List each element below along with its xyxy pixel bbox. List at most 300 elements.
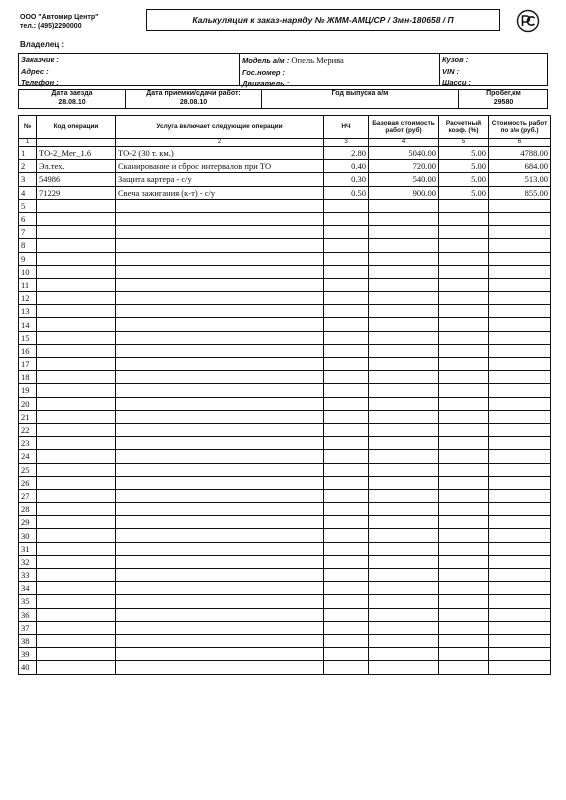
empty-cell: [439, 331, 489, 344]
empty-cell: [439, 292, 489, 305]
empty-cell: [439, 542, 489, 555]
empty-cell: [489, 582, 551, 595]
coefficient: 5.00: [439, 173, 489, 186]
empty-cell: [439, 503, 489, 516]
empty-cell: [369, 661, 439, 674]
empty-cell: [369, 437, 439, 450]
row-number: 37: [19, 621, 37, 634]
total-cost: 684.00: [489, 160, 551, 173]
coefficient: 5.00: [439, 186, 489, 199]
empty-cell: [439, 569, 489, 582]
row-number: 19: [19, 384, 37, 397]
row-number: 6: [19, 212, 37, 225]
company-name: ООО "Автомир Центр": [20, 14, 99, 21]
empty-cell: [439, 239, 489, 252]
vehicle-column: [240, 54, 440, 88]
coefficient: 5.00: [439, 160, 489, 173]
empty-cell: [369, 582, 439, 595]
empty-cell: [369, 239, 439, 252]
row-number: 38: [19, 634, 37, 647]
empty-cell: [116, 582, 324, 595]
empty-cell: [324, 344, 369, 357]
empty-cell: [37, 305, 116, 318]
accept-value: 28.08.10: [179, 98, 208, 106]
operation-code: 54986: [37, 173, 116, 186]
empty-cell: [116, 621, 324, 634]
row-number: 40: [19, 661, 37, 674]
empty-cell: [37, 595, 116, 608]
service-description: ТО-2 (30 т. км.): [116, 147, 324, 160]
table-row: [19, 582, 551, 595]
mileage-cell: [459, 90, 548, 108]
row-number: 4: [19, 186, 37, 199]
empty-cell: [116, 344, 324, 357]
empty-cell: [439, 648, 489, 661]
table-row: [19, 239, 551, 252]
row-number: 2: [19, 160, 37, 173]
empty-cell: [369, 305, 439, 318]
model-label: Модель а/м :: [242, 56, 290, 65]
row-number: 33: [19, 569, 37, 582]
empty-cell: [369, 463, 439, 476]
empty-cell: [489, 516, 551, 529]
empty-cell: [439, 199, 489, 212]
empty-cell: [116, 542, 324, 555]
empty-cell: [489, 437, 551, 450]
empty-cell: [369, 212, 439, 225]
empty-cell: [37, 529, 116, 542]
empty-cell: [439, 595, 489, 608]
empty-cell: [324, 199, 369, 212]
arrival-label: Дата заезда: [51, 90, 93, 97]
year-cell: [262, 90, 458, 108]
empty-cell: [116, 278, 324, 291]
row-number: 8: [19, 239, 37, 252]
base-cost: 900.00: [369, 186, 439, 199]
empty-cell: [116, 252, 324, 265]
empty-cell: [369, 608, 439, 621]
empty-cell: [324, 226, 369, 239]
row-number: 3: [19, 173, 37, 186]
empty-cell: [489, 331, 551, 344]
empty-cell: [369, 529, 439, 542]
empty-cell: [489, 212, 551, 225]
table-row: [19, 252, 551, 265]
empty-cell: [37, 582, 116, 595]
table-row: [19, 608, 551, 621]
empty-cell: [439, 582, 489, 595]
empty-cell: [369, 331, 439, 344]
empty-cell: [489, 252, 551, 265]
empty-cell: [37, 503, 116, 516]
empty-cell: [324, 292, 369, 305]
table-row: [19, 634, 551, 647]
empty-cell: [37, 423, 116, 436]
empty-cell: [439, 358, 489, 371]
empty-cell: [324, 634, 369, 647]
empty-cell: [489, 305, 551, 318]
table-row: [19, 542, 551, 555]
empty-cell: [37, 239, 116, 252]
empty-cell: [369, 344, 439, 357]
row-number: 27: [19, 489, 37, 502]
empty-cell: [116, 555, 324, 568]
empty-cell: [369, 555, 439, 568]
table-row: [19, 621, 551, 634]
table-row: [19, 595, 551, 608]
empty-cell: [37, 410, 116, 423]
empty-cell: [37, 437, 116, 450]
empty-cell: [369, 503, 439, 516]
empty-cell: [116, 595, 324, 608]
empty-cell: [324, 358, 369, 371]
empty-cell: [324, 397, 369, 410]
empty-cell: [439, 516, 489, 529]
empty-cell: [116, 476, 324, 489]
empty-cell: [489, 450, 551, 463]
row-number: 13: [19, 305, 37, 318]
mileage-value: 29580: [493, 98, 514, 106]
norm-hours: 2.80: [324, 147, 369, 160]
header-cell: НЧ: [324, 116, 369, 139]
empty-cell: [324, 305, 369, 318]
empty-cell: [489, 621, 551, 634]
empty-cell: [489, 542, 551, 555]
empty-cell: [116, 661, 324, 674]
row-number: 24: [19, 450, 37, 463]
row-number: 14: [19, 318, 37, 331]
table-row: [19, 212, 551, 225]
empty-cell: [324, 384, 369, 397]
empty-cell: [369, 423, 439, 436]
empty-cell: [37, 489, 116, 502]
base-cost: 540.00: [369, 173, 439, 186]
index-row: [19, 139, 551, 147]
table-row: [19, 648, 551, 661]
empty-cell: [439, 476, 489, 489]
service-description: Свеча зажигания (к-т) - с/у: [116, 186, 324, 199]
model-field: [240, 54, 440, 67]
empty-cell: [37, 371, 116, 384]
total-cost: 855.00: [489, 186, 551, 199]
table-row: [19, 489, 551, 502]
empty-cell: [439, 634, 489, 647]
operations-table: [18, 115, 551, 675]
empty-cell: [116, 648, 324, 661]
norm-hours: 0.50: [324, 186, 369, 199]
empty-cell: [37, 358, 116, 371]
table-row: [19, 147, 551, 160]
empty-cell: [116, 318, 324, 331]
empty-cell: [439, 371, 489, 384]
empty-cell: [439, 555, 489, 568]
table-row: [19, 529, 551, 542]
empty-cell: [37, 384, 116, 397]
table-row: [19, 199, 551, 212]
row-number: 34: [19, 582, 37, 595]
row-number: 12: [19, 292, 37, 305]
chassis-label: Шасси :: [442, 78, 472, 87]
empty-cell: [489, 226, 551, 239]
table-row: [19, 305, 551, 318]
empty-cell: [489, 384, 551, 397]
empty-cell: [116, 503, 324, 516]
header-cell: Стоимость работ по з/н (руб.): [489, 116, 551, 139]
empty-cell: [116, 410, 324, 423]
empty-cell: [37, 476, 116, 489]
empty-cell: [369, 634, 439, 647]
index-cell: 1: [19, 139, 37, 147]
mileage-label: Пробег,км: [486, 90, 521, 97]
empty-cell: [324, 595, 369, 608]
company-phone: тел.: (495)2290000: [20, 23, 82, 30]
arrival-value: 28.08.10: [58, 98, 86, 106]
table-row: [19, 331, 551, 344]
header-cell: Услуга включает следующие операции: [116, 116, 324, 139]
total-cost: 513.00: [489, 173, 551, 186]
empty-cell: [489, 529, 551, 542]
empty-cell: [116, 463, 324, 476]
empty-cell: [37, 542, 116, 555]
empty-cell: [489, 278, 551, 291]
empty-cell: [439, 529, 489, 542]
empty-cell: [369, 252, 439, 265]
empty-cell: [324, 648, 369, 661]
table-row: [19, 555, 551, 568]
empty-cell: [369, 265, 439, 278]
empty-cell: [116, 265, 324, 278]
index-cell: 4: [369, 139, 439, 147]
empty-cell: [489, 569, 551, 582]
empty-cell: [489, 489, 551, 502]
empty-cell: [369, 621, 439, 634]
table-row: [19, 397, 551, 410]
empty-cell: [439, 437, 489, 450]
empty-cell: [369, 278, 439, 291]
operation-code: 71229: [37, 186, 116, 199]
empty-cell: [116, 358, 324, 371]
index-cell: 6: [489, 139, 551, 147]
empty-cell: [324, 489, 369, 502]
row-number: 22: [19, 423, 37, 436]
index-cell: [37, 139, 116, 147]
empty-cell: [369, 516, 439, 529]
table-row: [19, 463, 551, 476]
empty-cell: [439, 265, 489, 278]
empty-cell: [116, 199, 324, 212]
empty-cell: [489, 608, 551, 621]
empty-cell: [116, 371, 324, 384]
empty-cell: [324, 423, 369, 436]
empty-cell: [116, 384, 324, 397]
empty-cell: [439, 661, 489, 674]
empty-cell: [37, 463, 116, 476]
norm-hours: 0.30: [324, 173, 369, 186]
empty-cell: [324, 212, 369, 225]
header-cell: Код операции: [37, 116, 116, 139]
table-row: [19, 503, 551, 516]
row-number: 10: [19, 265, 37, 278]
year-label: Год выпуска а/м: [331, 90, 389, 97]
empty-cell: [439, 489, 489, 502]
table-row: [19, 226, 551, 239]
client-vehicle-info: [18, 53, 548, 86]
empty-cell: [489, 463, 551, 476]
table-row: [19, 410, 551, 423]
empty-cell: [116, 226, 324, 239]
empty-cell: [489, 555, 551, 568]
empty-cell: [37, 278, 116, 291]
index-cell: 2: [116, 139, 324, 147]
engine-label: Двигатель :: [242, 79, 290, 88]
empty-cell: [369, 476, 439, 489]
empty-cell: [439, 252, 489, 265]
empty-cell: [324, 476, 369, 489]
empty-cell: [37, 621, 116, 634]
document-title: Калькуляция к заказ-наряду № ЖММ-АМЦ/СР / Змн-180658 / П: [146, 9, 500, 31]
empty-cell: [369, 648, 439, 661]
empty-cell: [37, 318, 116, 331]
empty-cell: [324, 569, 369, 582]
empty-cell: [37, 555, 116, 568]
service-description: Сканирование и сброс интервалов при ТО: [116, 160, 324, 173]
empty-cell: [369, 226, 439, 239]
empty-cell: [116, 239, 324, 252]
row-number: 7: [19, 226, 37, 239]
empty-cell: [439, 212, 489, 225]
header-cell: Расчетный коэф. (%): [439, 116, 489, 139]
empty-cell: [489, 595, 551, 608]
vin-column: [440, 54, 548, 85]
table-row: [19, 358, 551, 371]
empty-cell: [116, 305, 324, 318]
empty-cell: [116, 450, 324, 463]
empty-cell: [324, 437, 369, 450]
empty-cell: [489, 239, 551, 252]
table-row: [19, 278, 551, 291]
row-number: 17: [19, 358, 37, 371]
row-number: 9: [19, 252, 37, 265]
empty-cell: [324, 252, 369, 265]
empty-cell: [439, 423, 489, 436]
empty-cell: [324, 239, 369, 252]
empty-cell: [37, 608, 116, 621]
empty-cell: [37, 344, 116, 357]
coefficient: 5.00: [439, 147, 489, 160]
empty-cell: [489, 661, 551, 674]
empty-cell: [37, 199, 116, 212]
empty-cell: [324, 331, 369, 344]
table-row: [19, 344, 551, 357]
empty-cell: [439, 344, 489, 357]
table-row: [19, 476, 551, 489]
empty-cell: [324, 608, 369, 621]
row-number: 5: [19, 199, 37, 212]
empty-cell: [324, 621, 369, 634]
empty-cell: [324, 463, 369, 476]
table-header: [19, 116, 551, 139]
table-row: [19, 371, 551, 384]
table-row: [19, 423, 551, 436]
row-number: 32: [19, 555, 37, 568]
index-cell: 3: [324, 139, 369, 147]
empty-cell: [369, 371, 439, 384]
operation-code: Эл.тех.: [37, 160, 116, 173]
empty-cell: [324, 582, 369, 595]
row-number: 28: [19, 503, 37, 516]
empty-cell: [489, 423, 551, 436]
row-number: 26: [19, 476, 37, 489]
empty-cell: [116, 529, 324, 542]
empty-cell: [116, 212, 324, 225]
empty-cell: [489, 292, 551, 305]
row-number: 21: [19, 410, 37, 423]
row-number: 36: [19, 608, 37, 621]
table-row: [19, 450, 551, 463]
empty-cell: [489, 358, 551, 371]
empty-cell: [489, 503, 551, 516]
empty-cell: [489, 410, 551, 423]
empty-cell: [116, 516, 324, 529]
empty-cell: [489, 318, 551, 331]
empty-cell: [439, 305, 489, 318]
client-column: [19, 54, 239, 85]
empty-cell: [116, 437, 324, 450]
empty-cell: [37, 331, 116, 344]
table-row: [19, 516, 551, 529]
empty-cell: [369, 410, 439, 423]
index-cell: 5: [439, 139, 489, 147]
empty-cell: [439, 278, 489, 291]
empty-cell: [439, 621, 489, 634]
empty-cell: [37, 569, 116, 582]
empty-cell: [439, 318, 489, 331]
base-cost: 720.00: [369, 160, 439, 173]
empty-cell: [116, 331, 324, 344]
empty-cell: [324, 265, 369, 278]
empty-cell: [37, 265, 116, 278]
empty-cell: [37, 292, 116, 305]
table-row: [19, 437, 551, 450]
operation-code: ТО-2_Мег_1.6: [37, 147, 116, 160]
empty-cell: [116, 423, 324, 436]
empty-cell: [324, 503, 369, 516]
dates-box: [18, 89, 548, 109]
service-description: Защита картера - с/у: [116, 173, 324, 186]
address-label: Адрес :: [21, 66, 49, 76]
empty-cell: [37, 648, 116, 661]
row-number: 23: [19, 437, 37, 450]
empty-cell: [37, 634, 116, 647]
base-cost: 5040.00: [369, 147, 439, 160]
row-number: 29: [19, 516, 37, 529]
empty-cell: [369, 489, 439, 502]
empty-cell: [369, 569, 439, 582]
empty-cell: [439, 410, 489, 423]
table-row: [19, 318, 551, 331]
empty-cell: [369, 358, 439, 371]
accept-date: [126, 90, 261, 108]
empty-cell: [37, 397, 116, 410]
customer-label: Заказчик :: [21, 55, 59, 64]
total-cost: 4788.00: [489, 147, 551, 160]
row-number: 15: [19, 331, 37, 344]
empty-cell: [37, 516, 116, 529]
empty-cell: [116, 489, 324, 502]
empty-cell: [369, 450, 439, 463]
empty-cell: [489, 344, 551, 357]
phone-label: Телефон :: [21, 78, 59, 87]
